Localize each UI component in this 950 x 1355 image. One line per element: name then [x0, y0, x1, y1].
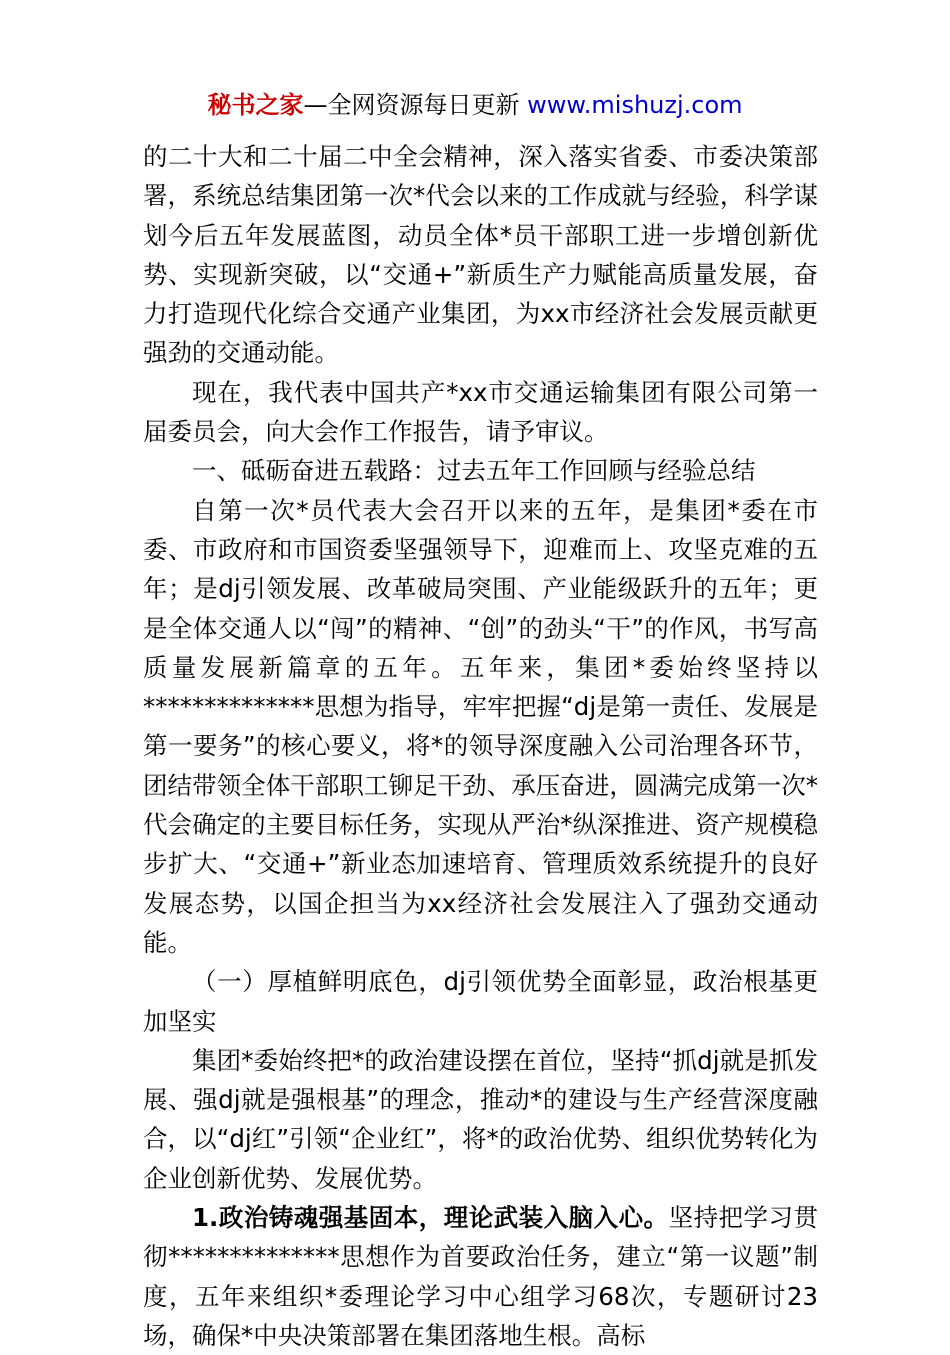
- paragraph-political-building: 集团*委始终把*的政治建设摆在首位，坚持“抓dj就是抓发展、强dj就是强根基”的理念，推动*的建设与生产经营深度融合，以“dj红”引领“企业红”，将*的政治优势、组织优势转化为企业创新优势、发展优势。: [143, 1045, 818, 1193]
- document-body: [143, 137, 818, 1355]
- paragraph-intro-continued: 的二十大和二十届二中全会精神，深入落实省委、市委决策部署，系统总结集团第一次*代会以来的工作成就与经验，科学谋划今后五年发展蓝图，动员全体*员干部职工进一步增创新优势、实现新突破，以“交通+”新质生产力赋能高质量发展，奋力打造现代化综合交通产业集团，为xx市经济社会发展贡献更强劲的交通动能。: [143, 142, 818, 368]
- paragraph-theory-study-text: 坚持把学习贯彻**************思想作为首要政治任务，建立“第一议题”制度，五年来组织*委理论学习中心组学习68次，专题研讨23场，确保*中央决策部署在集团落地生根。高标: [143, 1203, 819, 1350]
- section-heading-review: 一、砥砺奋进五载路：过去五年工作回顾与经验总结: [192, 456, 756, 486]
- site-url-link[interactable]: www.mishuzj.com: [527, 91, 743, 119]
- paragraph-five-years-overview: 自第一次*员代表大会召开以来的五年，是集团*委在市委、市政府和市国资委坚强领导下，迎难而上、攻坚克难的五年；是dj引领发展、改革破局突围、产业能级跃升的五年；更是全体交通人以“闯”的精神、“创”的劲头“干”的作风，书写高质量发展新篇章的五年。五年来，集团*委始终坚持以**************思想为指导，牢牢把握“dj是第一责任、发展是第一要务”的核心要义，将*的领导深度融入公司治理各环节，团结带领全体干部职工铆足干劲、承压奋进，圆满完成第一次*代会确定的主要目标任务，实现从严治*纵深推进、资产规模稳步扩大、“交通+”新业态加速培育、管理质效系统提升的良好发展态势，以国企担当为xx经济社会发展注入了强劲交通动能。: [143, 495, 818, 957]
- subsection-heading-political-foundation: （一）厚植鲜明底色，dj引领优势全面彰显，政治根基更加坚实: [143, 967, 818, 1036]
- paragraph-lead-title: 1.政治铸魂强基固本，理论武装入脑入心。: [192, 1203, 669, 1233]
- site-tagline: —全网资源每日更新: [303, 91, 528, 119]
- site-brand: 秘书之家: [207, 91, 304, 119]
- page-header: [0, 88, 950, 122]
- paragraph-theory-study: [143, 1198, 818, 1355]
- paragraph-report-statement: 现在，我代表中国共产*xx市交通运输集团有限公司第一届委员会，向大会作工作报告，请予审议。: [143, 377, 818, 447]
